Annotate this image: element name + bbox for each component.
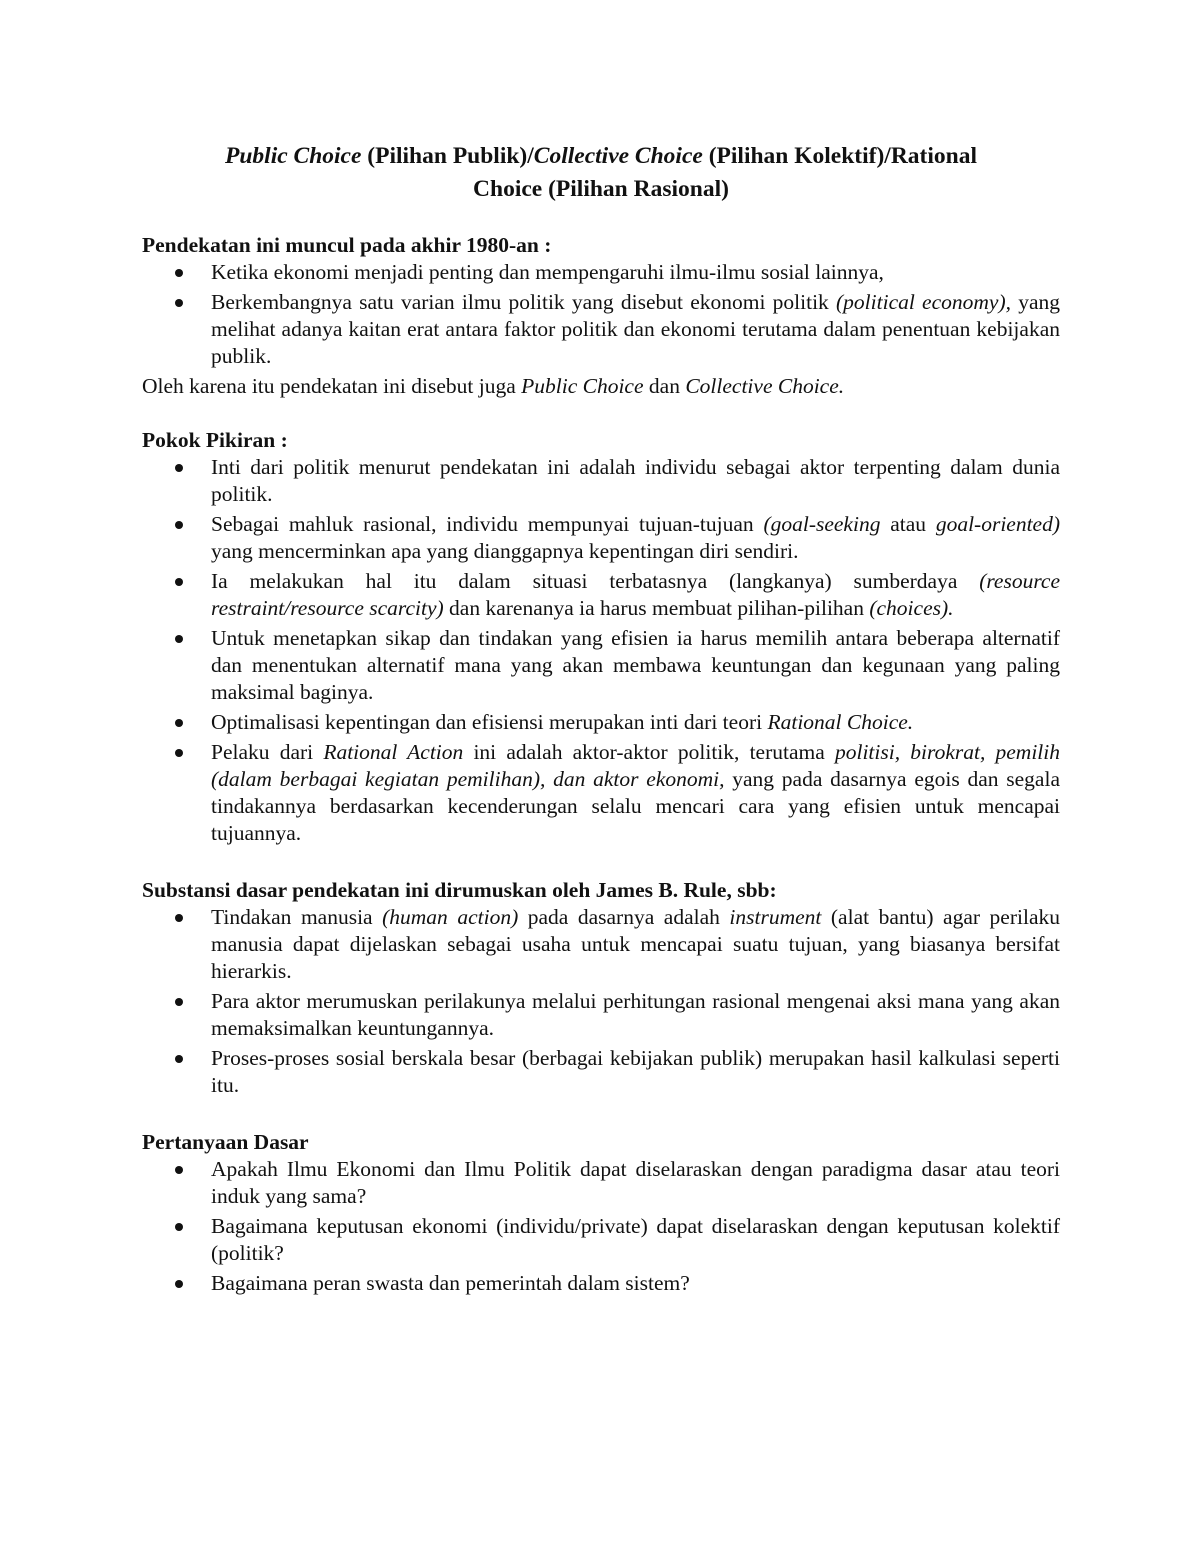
italic-text: (goal-seeking <box>763 512 881 536</box>
italic-text: instrument <box>729 905 822 929</box>
text-run: Untuk menetapkan sikap dan tindakan yang efisien ia harus memilih antara beberapa alternatif dan menentukan alternatif mana yang akan membawa keuntungan dan kegunaan yang paling maksimal baginya. <box>211 626 1060 704</box>
text-run: Ketika ekonomi menjadi penting dan mempengaruhi ilmu-ilmu sosial lainnya, <box>211 260 884 284</box>
italic-text: (resource restraint/resource scarcity) <box>211 569 1060 620</box>
section-3 <box>142 877 1060 1099</box>
bullet-list <box>142 904 1060 1099</box>
bullet-list <box>142 454 1060 847</box>
text-run: Sebagai mahluk rasional, individu mempunyai tujuan-tujuan <box>211 512 764 536</box>
list-item <box>142 904 1060 985</box>
text-run: Bagaimana peran swasta dan pemerintah dalam sistem? <box>211 1271 690 1295</box>
text-run: Para aktor merumuskan perilakunya melalui perhitungan rasional mengenai aksi mana yang akan memaksimalkan keuntungannya. <box>211 989 1060 1040</box>
italic-text: Public Choice <box>224 143 362 169</box>
text-run: yang melihat adanya kaitan erat antara faktor politik dan ekonomi terutama dalam penentuan kebijakan publik. <box>211 290 1061 368</box>
section-heading: Pendekatan ini muncul pada akhir 1980-an : <box>142 233 552 257</box>
bullet-icon <box>175 914 183 922</box>
text-run: Ia melakukan hal itu dalam situasi terbatasnya (langkanya) sumberdaya <box>211 569 980 593</box>
section-1 <box>142 232 1060 400</box>
text-run: Proses-proses sosial berskala besar (berbagai kebijakan publik) merupakan hasil kalkulasi seperti itu. <box>211 1046 1060 1097</box>
text-run: Pelaku dari <box>211 740 324 764</box>
italic-text: Rational Action <box>323 740 464 764</box>
bullet-icon <box>175 578 183 586</box>
bullet-icon <box>175 269 183 277</box>
bullet-icon <box>175 299 183 307</box>
title-line-2 <box>154 173 1048 206</box>
text-run: (Pilihan Kolektif)/Rational <box>702 143 978 169</box>
bullet-icon <box>175 464 183 472</box>
section-4 <box>142 1129 1060 1297</box>
italic-text: (political economy), <box>836 290 1011 314</box>
list-item <box>142 739 1060 847</box>
text-run: Bagaimana keputusan ekonomi (individu/private) dapat diselaraskan dengan keputusan kolektif (politik? <box>211 1214 1060 1265</box>
list-item <box>142 259 1060 286</box>
list-item <box>142 1156 1060 1210</box>
text-run: dan karenanya ia harus membuat pilihan-pilihan <box>443 596 870 620</box>
list-item <box>142 709 1060 736</box>
title-line-1 <box>154 140 1048 173</box>
bullet-icon <box>175 521 183 529</box>
list-item <box>142 1213 1060 1267</box>
bullet-list <box>142 259 1060 370</box>
list-item <box>142 568 1060 622</box>
bullet-icon <box>175 1055 183 1063</box>
text-run: Inti dari politik menurut pendekatan ini adalah individu sebagai aktor terpenting dalam dunia politik. <box>211 455 1060 506</box>
section-heading: Pokok Pikiran : <box>142 428 288 452</box>
italic-text: (choices). <box>869 596 954 620</box>
list-item <box>142 454 1060 508</box>
text-run: atau <box>880 512 936 536</box>
bullet-icon <box>175 719 183 727</box>
list-item <box>142 1270 1060 1297</box>
text-run: yang mencerminkan apa yang dianggapnya kepentingan diri sendiri. <box>211 539 799 563</box>
text-run: Berkembangnya satu varian ilmu politik yang disebut ekonomi politik <box>211 290 837 314</box>
text-run: Optimalisasi kepentingan dan efisiensi merupakan inti dari teori <box>211 710 768 734</box>
italic-text: politisi, birokrat, pemilih (dalam berbagai kegiatan pemilihan), dan aktor ekonomi, <box>211 740 1060 791</box>
bullet-icon <box>175 749 183 757</box>
italic-text: Rational Choice. <box>767 710 914 734</box>
text-run: ini adalah aktor-aktor politik, terutama <box>463 740 835 764</box>
document-page <box>142 140 1060 1300</box>
bullet-list <box>142 1156 1060 1297</box>
text-run: dan <box>643 374 686 398</box>
list-item <box>142 625 1060 706</box>
text-run: Choice (Pilihan Rasional) <box>473 176 729 202</box>
text-run: yang pada dasarnya egois dan segala tindakannya berdasarkan kecenderungan selalu mencari cara yang efisien untuk mencapai tujuannya. <box>211 767 1060 845</box>
text-run: (Pilihan Publik)/ <box>361 143 534 169</box>
bullet-icon <box>175 1166 183 1174</box>
list-item <box>142 511 1060 565</box>
italic-text: goal-oriented) <box>935 512 1061 536</box>
text-run: Apakah Ilmu Ekonomi dan Ilmu Politik dapat diselaraskan dengan paradigma dasar atau teori induk yang sama? <box>211 1157 1060 1208</box>
section-paragraph <box>142 373 1060 400</box>
section-heading: Pertanyaan Dasar <box>142 1130 309 1154</box>
text-run: Oleh karena itu pendekatan ini disebut juga <box>142 374 522 398</box>
list-item <box>142 1045 1060 1099</box>
italic-text: Collective Choice <box>533 143 703 169</box>
bullet-icon <box>175 635 183 643</box>
section-2 <box>142 427 1060 847</box>
list-item <box>142 289 1060 370</box>
section-heading: Substansi dasar pendekatan ini dirumuskan oleh James B. Rule, sbb: <box>142 878 777 902</box>
text-run: (alat bantu) agar perilaku manusia dapat dijelaskan sebagai usaha untuk mencapai suatu tujuan, yang biasanya bersifat hierarkis. <box>211 905 1060 983</box>
bullet-icon <box>175 1223 183 1231</box>
italic-text: Public Choice <box>521 374 644 398</box>
bullet-icon <box>175 998 183 1006</box>
italic-text: (human action) <box>382 905 519 929</box>
list-item <box>142 988 1060 1042</box>
italic-text: Collective Choice. <box>685 374 845 398</box>
text-run: Tindakan manusia <box>211 905 383 929</box>
document-title <box>142 140 1060 206</box>
text-run: pada dasarnya adalah <box>518 905 730 929</box>
bullet-icon <box>175 1280 183 1288</box>
